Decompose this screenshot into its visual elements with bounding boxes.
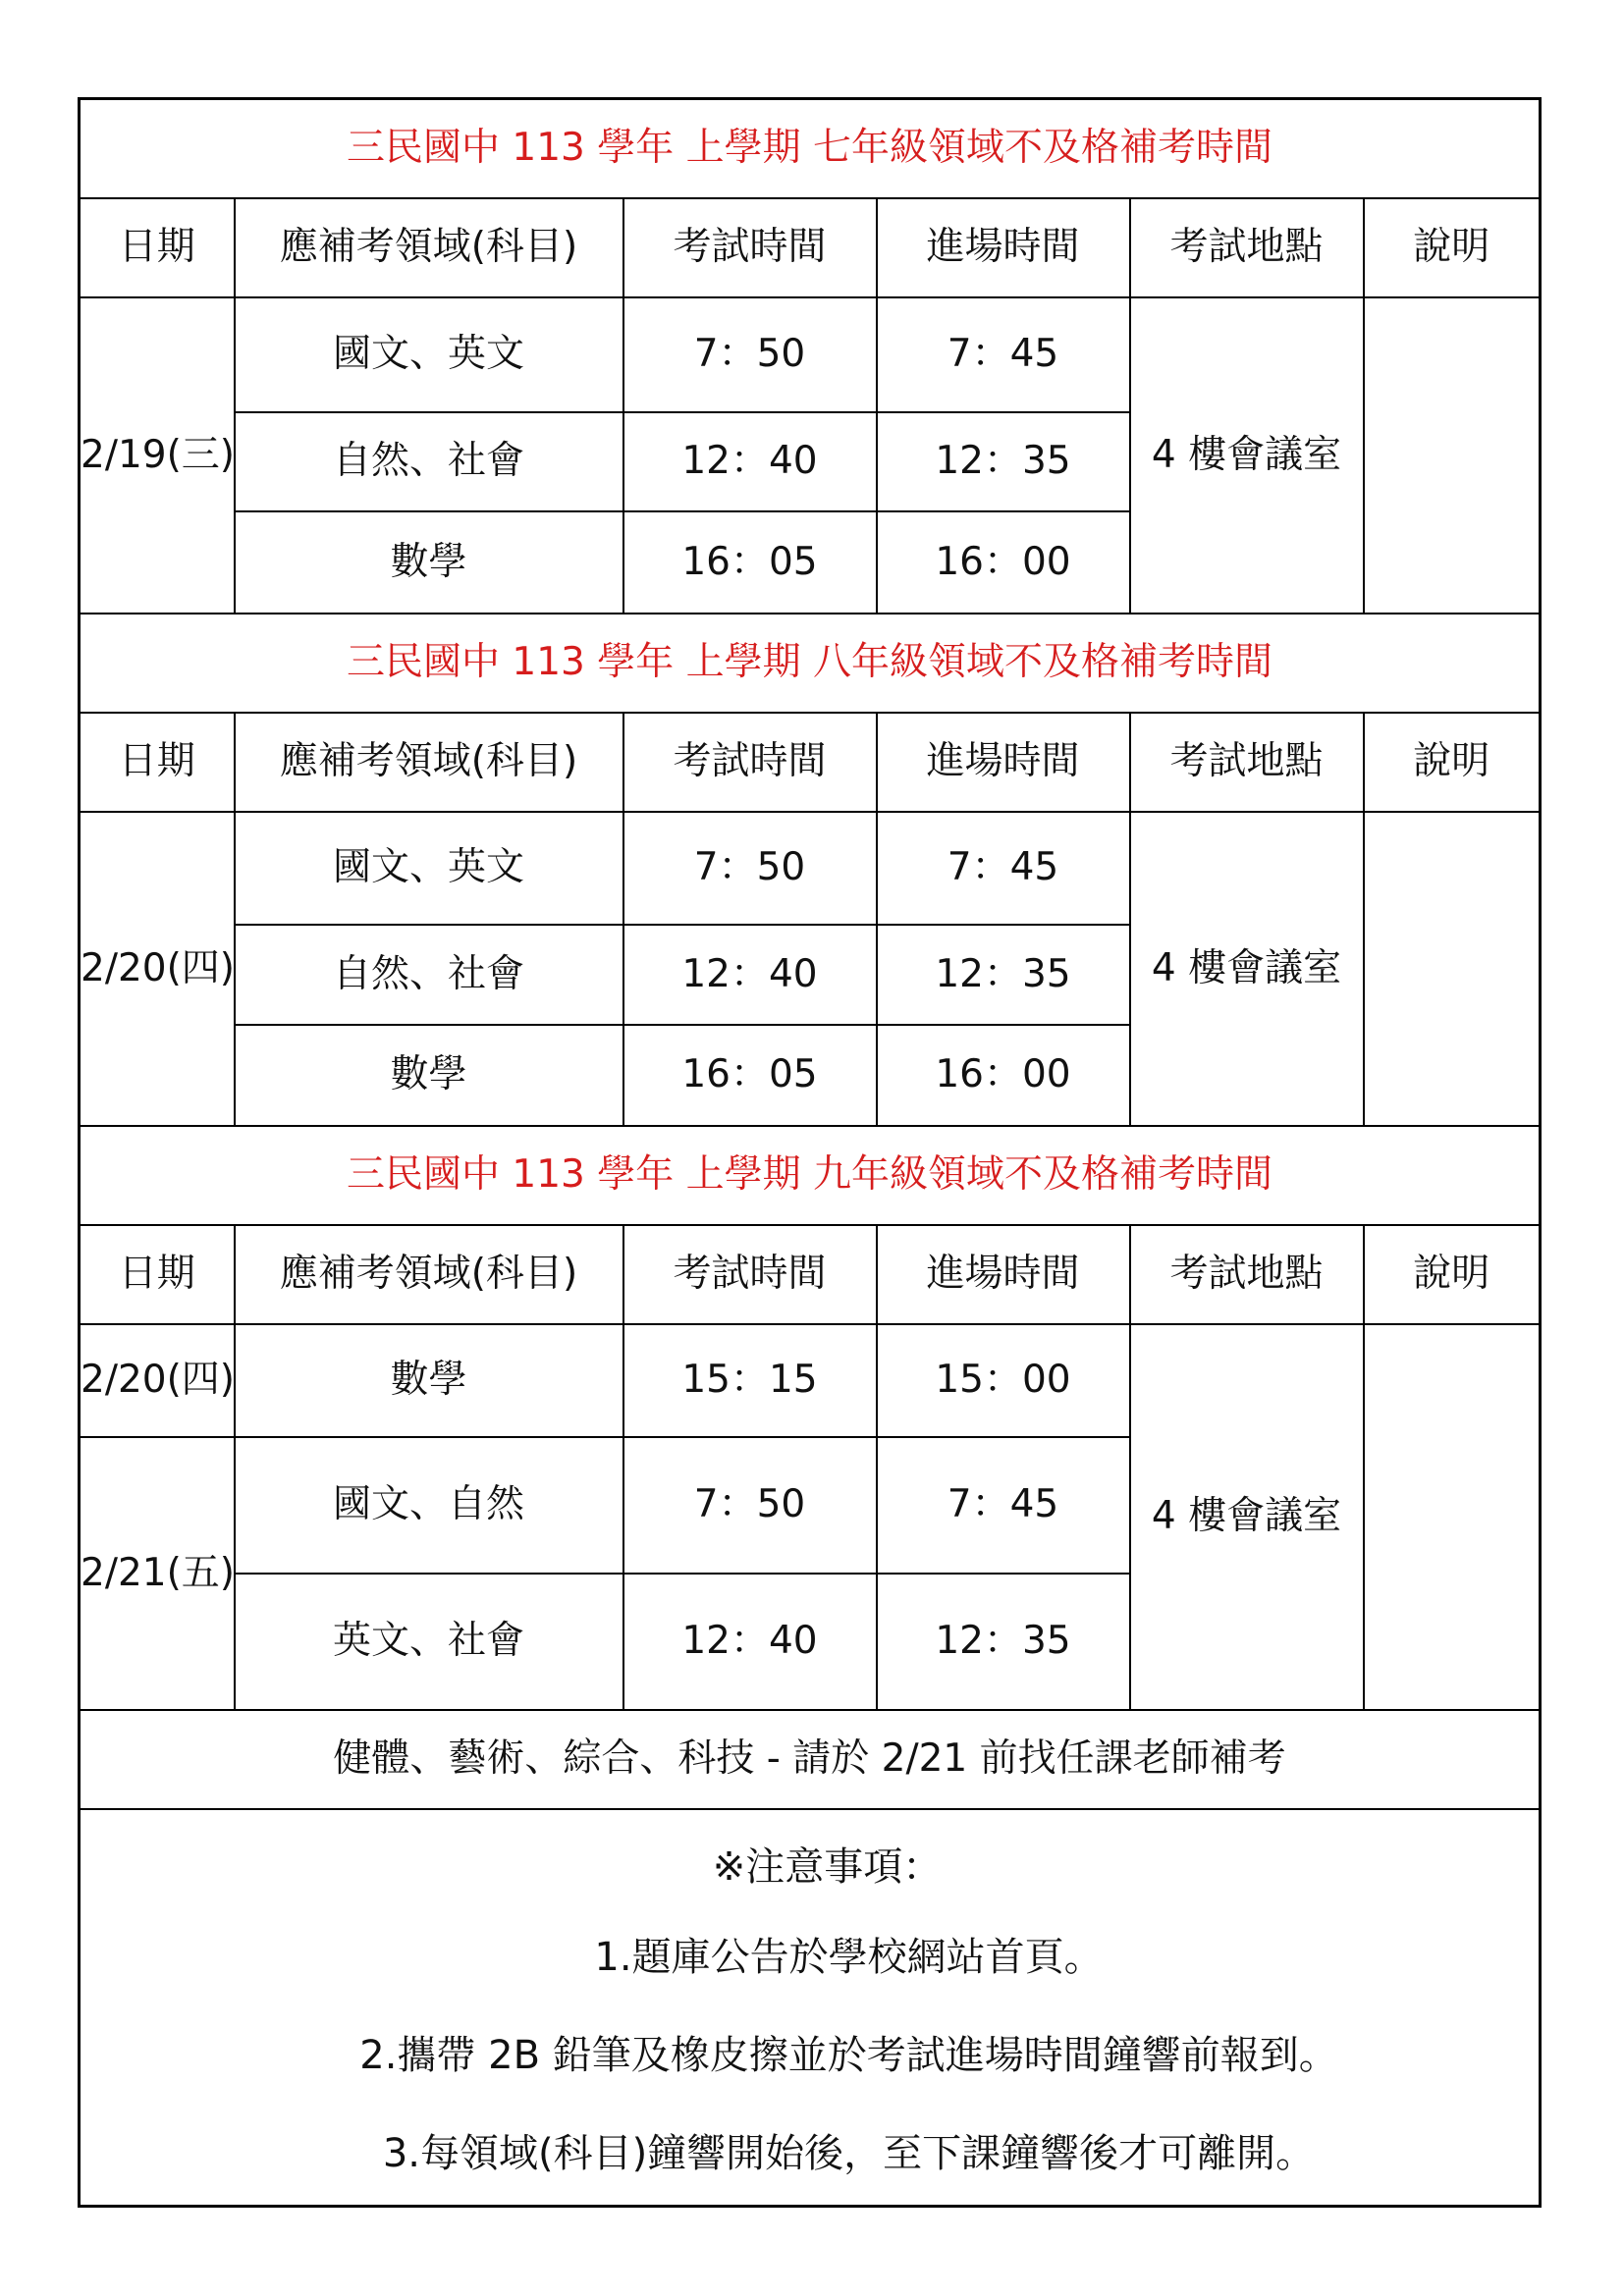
entry-time-cell: 7：45 [877,812,1130,925]
entry-time-cell: 12：35 [877,925,1130,1025]
header-location: 考試地點 [1130,1225,1364,1324]
header-location: 考試地點 [1130,198,1364,297]
subject-cell: 數學 [235,1025,623,1126]
date-cell: 2/20(四) [80,812,235,1126]
entry-time-cell: 16：00 [877,1025,1130,1126]
notes-cell [80,1809,1541,2206]
subject-cell: 數學 [235,511,623,614]
header-entry-time: 進場時間 [877,713,1130,812]
header-entry-time: 進場時間 [877,198,1130,297]
subject-cell: 自然、社會 [235,925,623,1025]
header-date: 日期 [80,198,235,297]
header-date: 日期 [80,713,235,812]
table-row [80,1324,1541,1437]
note-item: 2.攜帶 2B 鉛筆及橡皮擦並於考試進場時間鐘響前報到。 [359,2032,1338,2078]
date-cell: 2/20(四) [80,1324,235,1437]
notes-row [80,1809,1541,2206]
exam-time-cell: 7：50 [623,812,877,925]
location-cell: 4 樓會議室 [1130,1324,1364,1710]
header-row [80,1225,1541,1324]
location-cell: 4 樓會議室 [1130,297,1364,614]
section-title: 三民國中 113 學年 上學期 七年級領域不及格補考時間 [80,99,1541,199]
exam-time-cell: 12：40 [623,1574,877,1710]
subject-cell: 國文、英文 [235,297,623,412]
header-exam-time: 考試時間 [623,198,877,297]
exam-time-cell: 12：40 [623,412,877,511]
location-cell: 4 樓會議室 [1130,812,1364,1126]
subject-cell: 英文、社會 [235,1574,623,1710]
entry-time-cell: 15：00 [877,1324,1130,1437]
header-notes: 說明 [1364,198,1541,297]
date-cell: 2/19(三) [80,297,235,614]
remark-cell [1364,1324,1541,1710]
exam-time-cell: 7：50 [623,1437,877,1574]
entry-time-cell: 7：45 [877,297,1130,412]
remark-cell [1364,812,1541,1126]
section-title-row [80,614,1541,713]
note-item: 1.題庫公告於學校網站首頁。 [594,1934,1104,1980]
header-exam-time: 考試時間 [623,1225,877,1324]
subject-cell: 自然、社會 [235,412,623,511]
header-date: 日期 [80,1225,235,1324]
note-item: 3.每領域(科目)鐘響開始後，至下課鐘響後才可離開。 [382,2130,1316,2176]
entry-time-cell: 12：35 [877,1574,1130,1710]
section-title: 三民國中 113 學年 上學期 八年級領域不及格補考時間 [80,614,1541,713]
table-row [80,297,1541,412]
remark-cell [1364,297,1541,614]
notes-title: ※注意事項： [712,1843,943,1890]
entry-time-cell: 12：35 [877,412,1130,511]
subject-cell: 國文、自然 [235,1437,623,1574]
entry-time-cell: 16：00 [877,511,1130,614]
header-subject: 應補考領域(科目) [235,1225,623,1324]
subject-cell: 數學 [235,1324,623,1437]
exam-time-cell: 15：15 [623,1324,877,1437]
table-row [80,812,1541,925]
other-subjects-note: 健體、藝術、綜合、科技 - 請於 2/21 前找任課老師補考 [80,1710,1541,1809]
header-entry-time: 進場時間 [877,1225,1130,1324]
exam-time-cell: 7：50 [623,297,877,412]
subject-cell: 國文、英文 [235,812,623,925]
header-notes: 說明 [1364,713,1541,812]
header-row [80,713,1541,812]
section-title-row [80,99,1541,199]
exam-time-cell: 12：40 [623,925,877,1025]
entry-time-cell: 7：45 [877,1437,1130,1574]
makeup-exam-schedule-table [78,97,1542,2208]
header-exam-time: 考試時間 [623,713,877,812]
date-cell: 2/21(五) [80,1437,235,1710]
exam-time-cell: 16：05 [623,1025,877,1126]
section-title-row [80,1126,1541,1225]
section-title: 三民國中 113 學年 上學期 九年級領域不及格補考時間 [80,1126,1541,1225]
header-notes: 說明 [1364,1225,1541,1324]
header-location: 考試地點 [1130,713,1364,812]
header-subject: 應補考領域(科目) [235,713,623,812]
header-subject: 應補考領域(科目) [235,198,623,297]
footer-row [80,1710,1541,1809]
exam-time-cell: 16：05 [623,511,877,614]
header-row [80,198,1541,297]
